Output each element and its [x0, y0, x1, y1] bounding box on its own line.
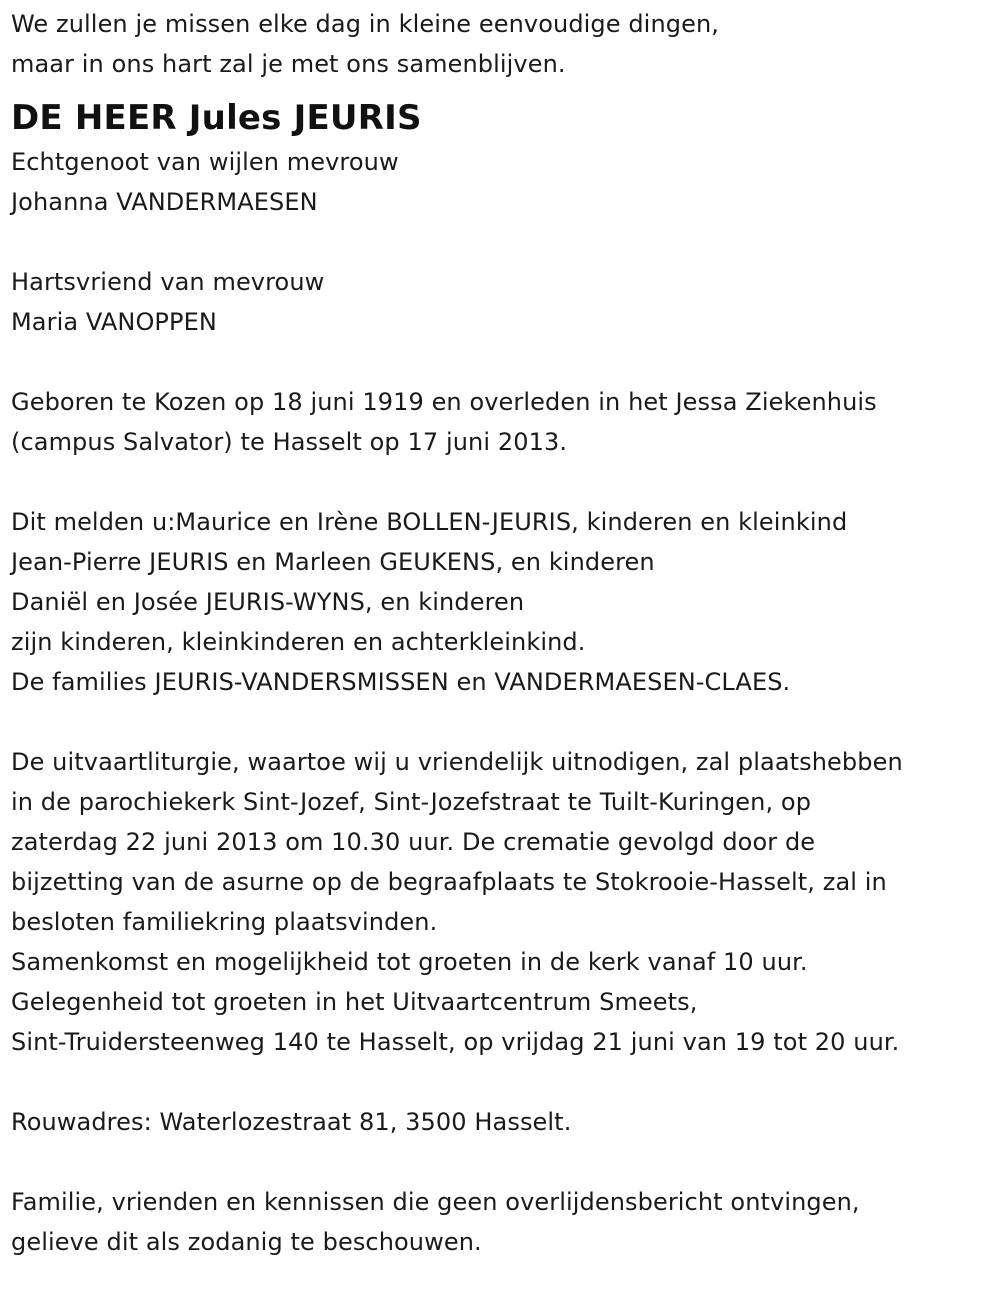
friend-line: Hartsvriend van mevrouw: [11, 268, 325, 296]
funeral-line: besloten familiekring plaatsvinden.: [11, 908, 438, 936]
mourning-address: Rouwadres: Waterlozestraat 81, 3500 Hasselt.: [11, 1108, 572, 1136]
funeral-line: in de parochiekerk Sint-Jozef, Sint-Jozefstraat te Tuilt-Kuringen, op: [11, 788, 812, 816]
closing-line: Familie, vrienden en kennissen die geen overlijdensbericht ontvingen,: [11, 1188, 860, 1216]
motto: [11, 4, 1000, 84]
funeral-line: bijzetting van de asurne op de begraafplaats te Stokrooie-Hasselt, zal in: [11, 868, 887, 896]
funeral-block: [11, 742, 1000, 1062]
friend-line: Maria VANOPPEN: [11, 308, 217, 336]
birth-death-line: Geboren te Kozen op 18 juni 1919 en overleden in het Jessa Ziekenhuis: [11, 388, 877, 416]
closing-block: [11, 1182, 1000, 1262]
announcers-block: [11, 502, 1000, 702]
announcer-line: zijn kinderen, kleinkinderen en achterkleinkind.: [11, 628, 586, 656]
closing-line: gelieve dit als zodanig te beschouwen.: [11, 1228, 482, 1256]
announcer-line: Dit melden u:Maurice en Irène BOLLEN-JEURIS, kinderen en kleinkind: [11, 508, 848, 536]
funeral-line: Samenkomst en mogelijkheid tot groeten in de kerk vanaf 10 uur.: [11, 948, 808, 976]
birth-death-line: (campus Salvator) te Hasselt op 17 juni 2013.: [11, 428, 568, 456]
spouse-line: Echtgenoot van wijlen mevrouw: [11, 148, 399, 176]
deceased-name: DE HEER Jules JEURIS: [11, 98, 422, 138]
motto-line: maar in ons hart zal je met ons samenblijven.: [11, 50, 566, 78]
announcer-line: Daniël en Josée JEURIS-WYNS, en kinderen: [11, 588, 525, 616]
birth-death-block: [11, 382, 1000, 462]
announcer-line: De families JEURIS-VANDERSMISSEN en VANDERMAESEN-CLAES.: [11, 668, 791, 696]
funeral-line: Sint-Truidersteenweg 140 te Hasselt, op vrijdag 21 juni van 19 tot 20 uur.: [11, 1028, 900, 1056]
motto-line: We zullen je missen elke dag in kleine eenvoudige dingen,: [11, 10, 720, 38]
spouse-block: [11, 142, 1000, 222]
funeral-line: zaterdag 22 juni 2013 om 10.30 uur. De crematie gevolgd door de: [11, 828, 816, 856]
friend-block: [11, 262, 1000, 342]
funeral-line: De uitvaartliturgie, waartoe wij u vriendelijk uitnodigen, zal plaatshebben: [11, 748, 903, 776]
funeral-line: Gelegenheid tot groeten in het Uitvaartcentrum Smeets,: [11, 988, 698, 1016]
announcer-line: Jean-Pierre JEURIS en Marleen GEUKENS, en kinderen: [11, 548, 655, 576]
spouse-line: Johanna VANDERMAESEN: [11, 188, 318, 216]
